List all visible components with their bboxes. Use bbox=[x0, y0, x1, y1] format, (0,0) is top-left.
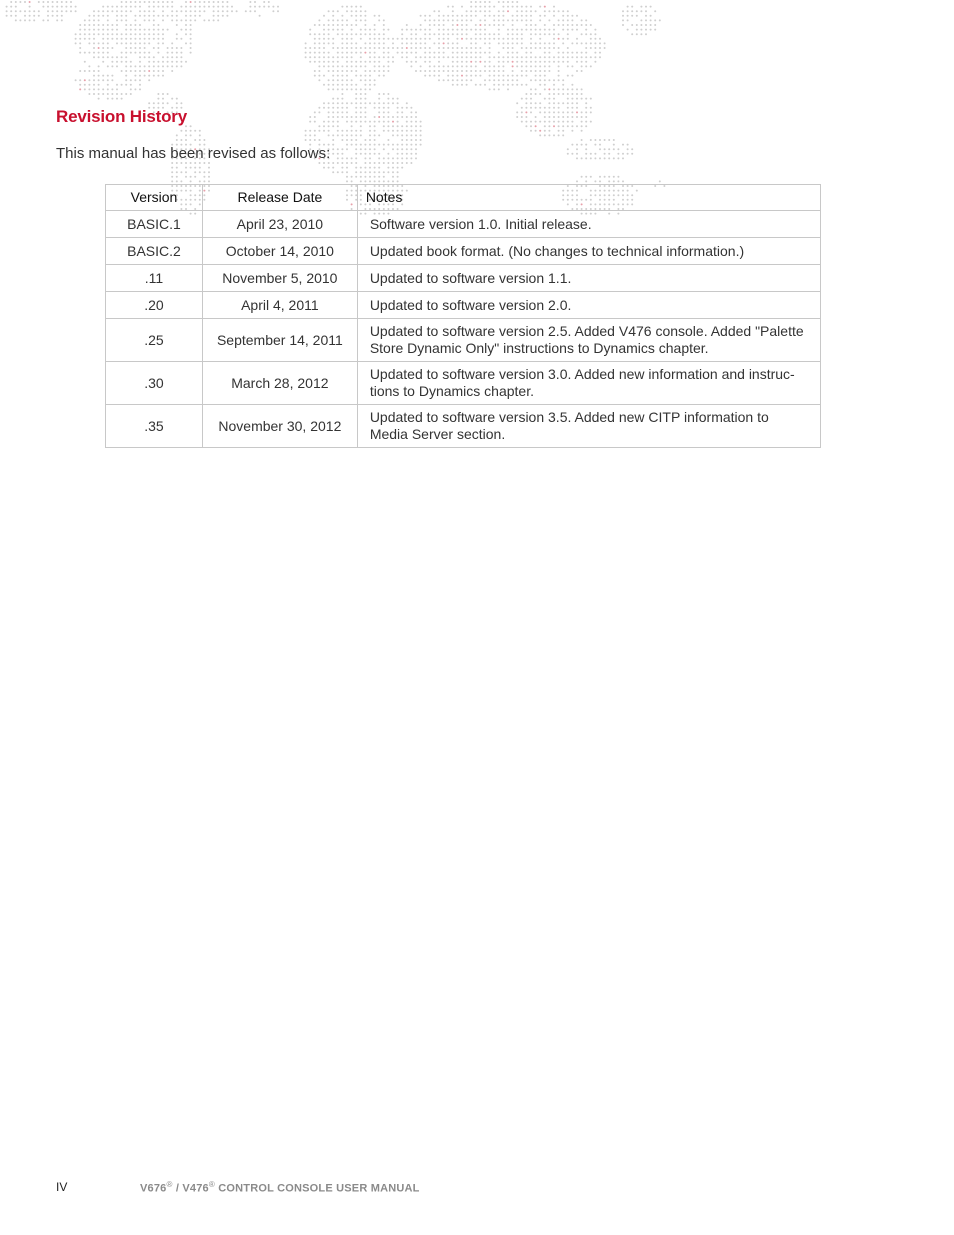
cell-date: October 14, 2010 bbox=[202, 238, 357, 265]
cell-version: .30 bbox=[106, 362, 203, 405]
cell-version: BASIC.1 bbox=[106, 211, 203, 238]
section-title: Revision History bbox=[56, 107, 187, 126]
manual-title-part: / V476 bbox=[172, 1182, 209, 1195]
page-footer bbox=[56, 1178, 954, 1198]
table-row bbox=[106, 292, 821, 319]
intro-text: This manual has been revised as follows: bbox=[56, 145, 331, 162]
registered-mark: ® bbox=[166, 1180, 173, 1189]
table-row bbox=[106, 265, 821, 292]
cell-version: .25 bbox=[106, 319, 203, 362]
table-row bbox=[106, 238, 821, 265]
table-header-row bbox=[106, 185, 821, 211]
cell-date: September 14, 2011 bbox=[202, 319, 357, 362]
cell-date: November 5, 2010 bbox=[202, 265, 357, 292]
cell-date: March 28, 2012 bbox=[202, 362, 357, 405]
page-number: IV bbox=[56, 1180, 68, 1194]
cell-version: .20 bbox=[106, 292, 203, 319]
cell-notes: Updated to software version 3.5. Added new CITP information to Media Server section. bbox=[357, 405, 820, 448]
cell-date: April 4, 2011 bbox=[202, 292, 357, 319]
table-row bbox=[106, 362, 821, 405]
cell-notes: Updated to software version 2.5. Added V476 console. Added "Palette Store Dynamic Only" instructions to Dynamics chapter. bbox=[357, 319, 820, 362]
cell-notes: Updated book format. (No changes to technical information.) bbox=[357, 238, 820, 265]
cell-version: .11 bbox=[106, 265, 203, 292]
header-version: Version bbox=[106, 185, 203, 211]
revision-table bbox=[105, 184, 821, 448]
table-row bbox=[106, 405, 821, 448]
cell-notes: Software version 1.0. Initial release. bbox=[357, 211, 820, 238]
table-row bbox=[106, 319, 821, 362]
manual-title-part: CONTROL CONSOLE USER MANUAL bbox=[214, 1182, 420, 1195]
registered-mark: ® bbox=[208, 1180, 215, 1189]
cell-notes: Updated to software version 3.0. Added new information and instruc-tions to Dynamics chapter. bbox=[357, 362, 820, 405]
header-release-date: Release Date bbox=[202, 185, 357, 211]
cell-version: .35 bbox=[106, 405, 203, 448]
cell-notes: Updated to software version 1.1. bbox=[357, 265, 820, 292]
cell-date: November 30, 2012 bbox=[202, 405, 357, 448]
cell-notes: Updated to software version 2.0. bbox=[357, 292, 820, 319]
cell-date: April 23, 2010 bbox=[202, 211, 357, 238]
manual-title bbox=[140, 1180, 420, 1195]
cell-version: BASIC.2 bbox=[106, 238, 203, 265]
manual-title-part: V676 bbox=[140, 1182, 167, 1195]
table-row bbox=[106, 211, 821, 238]
header-notes: Notes bbox=[357, 185, 820, 211]
